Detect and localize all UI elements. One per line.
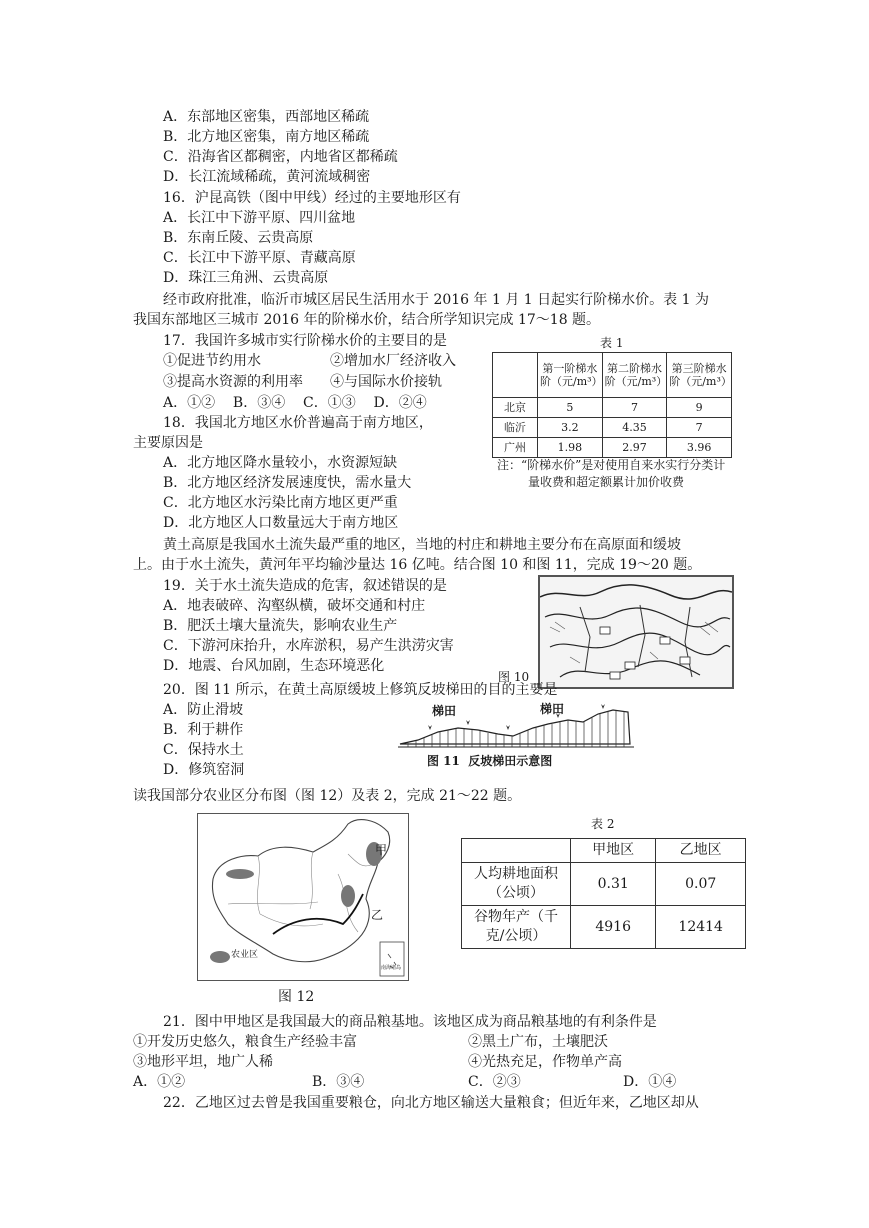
q17-choice-3: ③提高水资源的利用率 [163, 374, 303, 390]
q18-stem-line1: 18．我国北方地区水价普遍高于南方地区， [163, 415, 433, 431]
table2-cell: 0.07 [656, 863, 746, 906]
q21-condition-4: ④光热充足，作物单产高 [468, 1054, 622, 1070]
table-row [493, 438, 732, 458]
intro-19-20-line1: 黄土高原是我国水土流失最严重的地区，当地的村庄和耕地主要分布在高原面和缓坡 [163, 537, 681, 553]
table1-header-tier3: 第三阶梯水阶（元/m³） [667, 353, 732, 398]
q21-option-b: B．③④ [312, 1074, 365, 1090]
figure-12-legend-label: 农业区 [231, 950, 259, 960]
q17-stem: 17．我国许多城市实行阶梯水价的主要目的是 [163, 333, 447, 349]
table2-caption: 表 2 [591, 817, 615, 831]
q17-choice-2: ②增加水厂经济收入 [330, 353, 456, 369]
q16-option-b: B．东南丘陵、云贵高原 [163, 230, 314, 246]
q16-option-a: A．长江中下游平原、四川盆地 [163, 210, 356, 226]
q20-option-a: A．防止滑坡 [163, 702, 244, 718]
intro-17-18-line1: 经市政府批准，临沂市城区居民生活用水于 2016 年 1 月 1 日起实行阶梯水价。表 1 为 [163, 292, 709, 308]
table2-cell: 4916 [571, 906, 656, 949]
q17-choice-4: ④与国际水价接轨 [330, 374, 442, 390]
q22-stem: 22．乙地区过去曾是我国重要粮仓，向北方地区输送大量粮食；但近年来，乙地区却从 [163, 1095, 699, 1111]
q16-option-d: D．珠江三角洲、云贵高原 [163, 270, 329, 286]
q21-option-c: C．②③ [468, 1074, 521, 1090]
q16-stem: 16．沪昆高铁（图中甲线）经过的主要地形区有 [163, 190, 461, 206]
figure-11-label-terrace-1: 梯田 [432, 704, 457, 718]
figure-11-label-terrace-2: 梯田 [540, 702, 565, 716]
q18-option-c: C．北方地区水污染比南方地区更严重 [163, 495, 398, 511]
q18-option-b: B．北方地区经济发展速度快，需水量大 [163, 475, 412, 491]
figure-12-label-yi: 乙 [371, 908, 384, 922]
q21-option-d: D．①④ [623, 1074, 677, 1090]
figure-12-label-jia: 甲 [375, 843, 388, 857]
q19-option-a: A．地表破碎、沟壑纵横，破坏交通和村庄 [163, 598, 426, 614]
table1-cell: 7 [667, 418, 732, 438]
q16-option-c: C．长江中下游平原、青藏高原 [163, 250, 356, 266]
table1-cell: 9 [667, 398, 732, 418]
table1-header-tier1: 第一阶梯水阶（元/m³） [538, 353, 603, 398]
table1-header-row [493, 353, 732, 398]
q18-stem-line2: 主要原因是 [133, 435, 203, 451]
q21-stem: 21．图中甲地区是我国最大的商品粮基地。该地区成为商品粮基地的有利条件是 [163, 1014, 657, 1030]
q20-option-c: C．保持水土 [163, 742, 244, 758]
table1-cell: 1.98 [538, 438, 603, 458]
table1-note-line2: 量收费和超定额累计加价收费 [528, 475, 685, 489]
intro-19-20-line2: 上。由于水土流失，黄河年平均输沙量达 16 亿吨。结合图 10 和图 11，完成 19～20 题。 [133, 557, 702, 573]
table1-cell: 5 [538, 398, 603, 418]
intro-17-18-line2: 我国东部地区三城市 2016 年的阶梯水价，结合所学知识完成 17～18 题。 [133, 312, 601, 328]
figure-12-inset-label: 南海诸岛 [381, 965, 402, 971]
table1-city: 临沂 [493, 418, 538, 438]
q21-condition-1: ①开发历史悠久，粮食生产经验丰富 [133, 1034, 357, 1050]
table1-cell: 7 [602, 398, 667, 418]
table2-row-label: 谷物年产（千克/公顷） [462, 906, 571, 949]
loess-plateau-sketch [540, 577, 732, 687]
q15-option-c: C．沿海省区都稠密，内地省区都稀疏 [163, 149, 398, 165]
table2-header-yi: 乙地区 [656, 839, 746, 863]
q17-choice-1: ①促进节约用水 [163, 353, 261, 369]
intro-21-22: 读我国部分农业区分布图（图 12）及表 2，完成 21～22 题。 [133, 788, 522, 804]
q18-option-a: A．北方地区降水量较小，水资源短缺 [163, 455, 398, 471]
table1-cell: 3.2 [538, 418, 603, 438]
q18-option-d: D．北方地区人口数量远大于南方地区 [163, 515, 399, 531]
table1-cell: 3.96 [667, 438, 732, 458]
table2-cell: 12414 [656, 906, 746, 949]
table2-cell: 0.31 [571, 863, 656, 906]
figure-12-caption: 图 12 [278, 989, 315, 1005]
table2-header-blank [462, 839, 571, 863]
table1 [492, 352, 732, 458]
figure-10-label: 图 10 [498, 670, 530, 684]
table1-header-tier2: 第二阶梯水阶（元/m³） [602, 353, 667, 398]
table2-header-jia: 甲地区 [571, 839, 656, 863]
table1-header-blank [493, 353, 538, 398]
q15-option-d: D．长江流域稀疏，黄河流域稠密 [163, 169, 371, 185]
table2-row-label: 人均耕地面积（公顷） [462, 863, 571, 906]
table2 [461, 838, 746, 949]
table1-caption: 表 1 [600, 336, 624, 350]
q19-option-b: B．肥沃土壤大量流失，影响农业生产 [163, 618, 398, 634]
q19-stem: 19．关于水土流失造成的危害，叙述错误的是 [163, 578, 447, 594]
table-row [462, 863, 746, 906]
table2-header-row [462, 839, 746, 863]
q15-option-a: A．东部地区密集，西部地区稀疏 [163, 109, 370, 125]
q20-stem: 20．图 11 所示，在黄土高原缓坡上修筑反坡梯田的目的主要是 [163, 682, 558, 698]
figure-10-loess-plateau [538, 575, 734, 689]
figure-11-caption: 图 11 反坡梯田示意图 [427, 754, 553, 768]
table-row [462, 906, 746, 949]
q21-condition-3: ③地形平坦，地广人稀 [133, 1054, 273, 1070]
q19-option-c: C．下游河床抬升，水库淤积，易产生洪涝灾害 [163, 638, 454, 654]
table1-note-line1: 注：“阶梯水价”是对使用自来水实行分类计 [497, 458, 726, 472]
figure-12-agriculture-map [197, 813, 409, 981]
table1-city: 北京 [493, 398, 538, 418]
table-row [493, 418, 732, 438]
q19-option-d: D．地震、台风加剧，生态环境恶化 [163, 658, 385, 674]
q17-answers: A．①② B．③④ C．①③ D．②④ [163, 395, 427, 411]
table1-cell: 4.35 [602, 418, 667, 438]
q21-condition-2: ②黑土广布，土壤肥沃 [468, 1034, 608, 1050]
q20-option-d: D．修筑窑洞 [163, 762, 245, 778]
q20-option-b: B．利于耕作 [163, 722, 244, 738]
china-map [198, 814, 408, 980]
q21-option-a: A．①② [133, 1074, 186, 1090]
table1-cell: 2.97 [602, 438, 667, 458]
q15-option-b: B．北方地区密集，南方地区稀疏 [163, 129, 370, 145]
table-row [493, 398, 732, 418]
table1-city: 广州 [493, 438, 538, 458]
